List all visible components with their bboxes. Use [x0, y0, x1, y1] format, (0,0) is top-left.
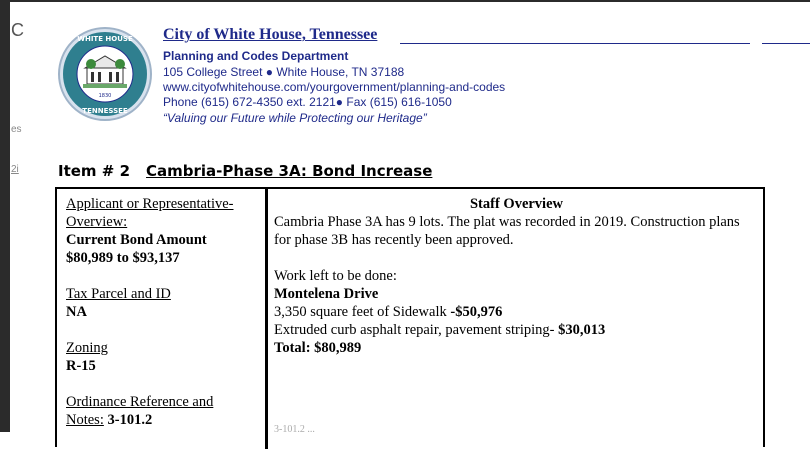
cutoff-text: 3-101.2 ...	[274, 424, 315, 435]
title-rule	[762, 43, 810, 44]
overview-paragraph: Cambria Phase 3A has 9 lots. The plat was recorded in 2019. Construction plans for phase 3B has recently been approved.	[274, 214, 740, 248]
item-table	[55, 187, 765, 447]
department-name: Planning and Codes Department	[163, 49, 349, 63]
left-column	[66, 195, 262, 429]
work-item-text: 3,350 square feet of Sidewalk	[274, 304, 451, 320]
work-item	[274, 303, 759, 321]
item-number: Item # 2	[58, 162, 131, 180]
title-rule	[400, 43, 750, 44]
seal-top-text: WHITE HOUSE	[77, 35, 133, 43]
column-divider	[265, 189, 268, 449]
zoning-value: R-15	[66, 358, 96, 374]
item-header	[58, 162, 432, 180]
website-line: www.cityofwhitehouse.com/yourgovernment/planning-and-codes	[163, 80, 506, 94]
city-seal-logo	[57, 26, 153, 122]
viewer-fragment: C	[11, 20, 24, 40]
ordinance-label: Ordinance Reference and	[66, 394, 214, 410]
document-page	[10, 2, 810, 435]
tax-parcel-label: Tax Parcel and ID	[66, 286, 171, 302]
city-title: City of White House, Tennessee	[163, 26, 378, 43]
street-name: Montelena Drive	[274, 286, 379, 302]
motto-line: “Valuing our Future while Protecting our Heritage”	[163, 111, 427, 125]
bond-value: $80,989 to $93,137	[66, 250, 180, 266]
ordinance-row	[66, 411, 262, 429]
work-left-label: Work left to be done:	[274, 268, 397, 284]
bond-label: Current Bond Amount	[66, 232, 207, 248]
address-line: 105 College Street ● White House, TN 37188	[163, 65, 405, 79]
total-amount: Total: $80,989	[274, 340, 362, 356]
work-item	[274, 321, 759, 339]
item-title: Cambria-Phase 3A: Bond Increase	[146, 162, 433, 180]
applicant-label-cont: Overview:	[66, 214, 128, 230]
work-item-amount: -$50,976	[450, 304, 503, 320]
tax-parcel-value: NA	[66, 304, 87, 320]
phone-fax-line: Phone (615) 672-4350 ext. 2121● Fax (615) 616-1050	[163, 95, 452, 109]
right-column	[274, 195, 759, 439]
ordinance-label-cont: Notes:	[66, 412, 104, 428]
applicant-label: Applicant or Representative-	[66, 196, 234, 212]
viewer-fragment: 2i	[11, 164, 19, 175]
work-item-amount: $30,013	[558, 322, 606, 338]
ordinance-value: 3-101.2	[107, 412, 153, 428]
staff-overview-heading: Staff Overview	[469, 196, 563, 212]
seal-year: 1830	[98, 93, 112, 99]
zoning-label: Zoning	[66, 340, 108, 356]
work-item-text: Extruded curb asphalt repair, pavement striping-	[274, 322, 559, 338]
viewer-fragment: es	[11, 124, 22, 135]
seal-bottom-text: TENNESSEE	[82, 107, 128, 115]
